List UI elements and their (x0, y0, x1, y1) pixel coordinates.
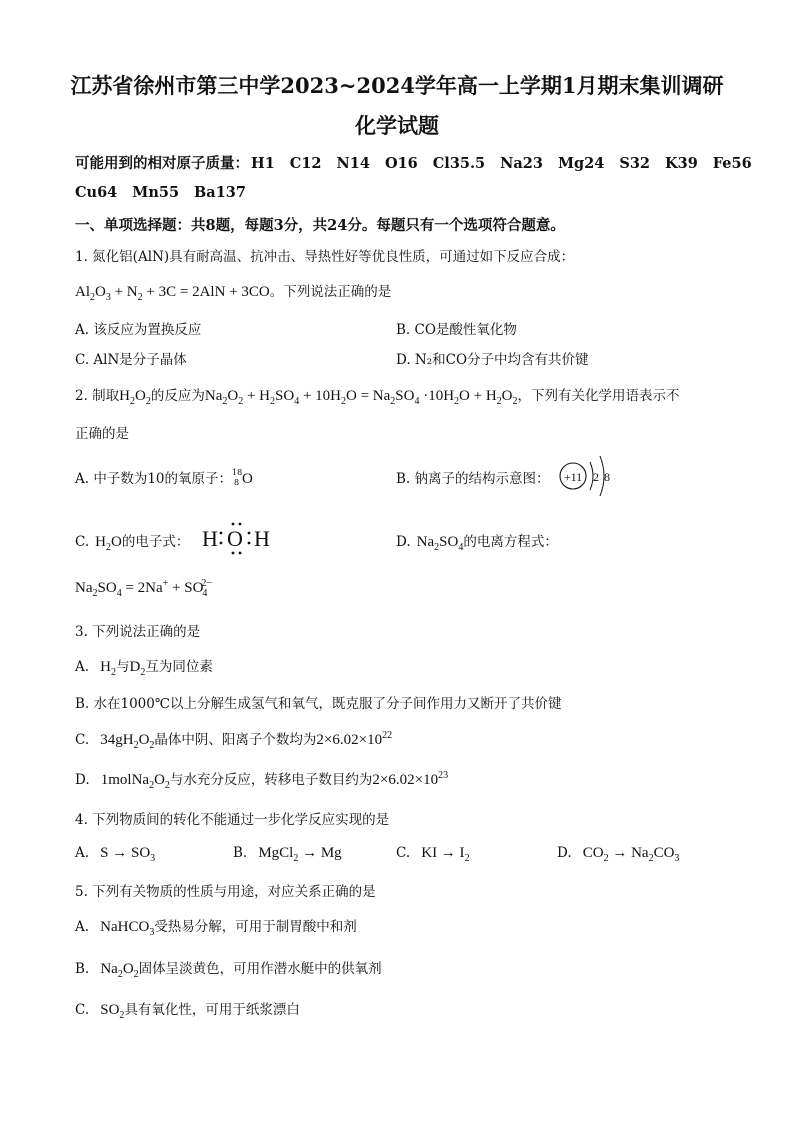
section-heading: 一、单项选择题：共8题，每题3分，共24分。每题只有一个选项符合题意。 (75, 217, 565, 234)
svg-text:+11: +11 (563, 470, 583, 484)
q5-stem: 5. 下列有关物质的性质与用途，对应关系正确的是 (75, 884, 376, 900)
atomic-mass-line1 (75, 152, 767, 173)
svg-text:O: O (227, 526, 243, 551)
q2-stem-line2: 正确的是 (75, 426, 129, 442)
q2-option-a: A. 中子数为10的氧原子： 18 8 O (75, 467, 253, 487)
q5-option-c: C. $SO_2$具有氧化性，可用于纸浆漂白 (75, 1002, 300, 1021)
q4-option-c: C. KI → $I_2$ (396, 845, 470, 864)
q1-option-c: C. AlN是分子晶体 (75, 352, 187, 368)
q1-stem-tail: 。下列说法正确的是 (269, 284, 392, 300)
q1-option-b: B. CO是酸性氧化物 (396, 322, 517, 338)
exam-title: 江苏省徐州市第三中学2023~2024学年高一上学期1月期末集训调研 (70, 73, 724, 98)
q2-option-b: B. 钠离子的结构示意图： (396, 471, 550, 487)
exam-subtitle: 化学试题 (355, 113, 439, 138)
sodium-ion-structure-diagram (556, 452, 626, 498)
q2-option-c: C. $H_2O$的电子式： (75, 534, 190, 553)
atomic-mass-item: N14 (336, 155, 370, 172)
q1-equation: $Al_2O_3 + N_2 + 3C = 2AlN + 3CO$ (75, 284, 270, 303)
oxygen-isotope-symbol: 18 8 (232, 467, 243, 487)
atomic-mass-item: Fe56 (712, 155, 752, 172)
atomic-mass-item: Cu64 (75, 184, 118, 201)
atomic-mass-item: Ba137 (194, 184, 246, 201)
q2-option-d: D. $Na_2SO_4$的电离方程式： (396, 534, 558, 553)
q4-option-a: A. $S \to SO_3$ (75, 845, 156, 864)
atomic-mass-item: H1 (251, 155, 275, 172)
atomic-mass-item: Mg24 (557, 155, 605, 172)
q4-option-d: D. $CO_2 \to Na_2CO_3$ (557, 845, 680, 864)
atomic-mass-item: O16 (384, 155, 418, 172)
svg-text:H: H (202, 526, 218, 551)
q3-stem: 3. 下列说法正确的是 (75, 624, 201, 640)
svg-text:2: 2 (593, 470, 599, 484)
atomic-mass-item: S32 (619, 155, 650, 172)
q3-option-d: D. $1molNa_2O_2$与水充分反应，转移电子数目约为$2\times 6.02\times 10^{23}$ (75, 770, 449, 791)
q1-option-a: A. 该反应为置换反应 (75, 322, 202, 338)
q3-option-b: B. 水在1000℃以上分解生成氢气和氧气，既克服了分子间作用力又断开了共价键 (75, 696, 562, 712)
q1-equation-line (75, 280, 391, 301)
q2-stem: 2. 制取$H_2O_2$的反应为$Na_2O_2 + H_2SO_4 + 10H_2O = Na_2SO_4 \cdot 10H_2O + H_2O_2$，下列有关化学用语表示不 (75, 388, 680, 407)
atomic-mass-line2 (75, 184, 261, 201)
q3-option-a: A. $H_2$与$D_2$互为同位素 (75, 659, 213, 678)
q5-option-a: A. NaHCO$_3$受热易分解，可用于制胃酸中和剂 (75, 919, 357, 938)
q4-stem: 4. 下列物质间的转化不能通过一步化学反应实现的是 (75, 812, 390, 828)
q1-stem: 1. 氮化铝(AlN)具有耐高温、抗冲击、导热性好等优良性质，可通过如下反应合成： (75, 249, 575, 265)
atomic-mass-item: C12 (289, 155, 322, 172)
q3-option-c: C. $34gH_2O_2$晶体中阴、阳离子个数均为$2\times 6.02\times 10^{22}$ (75, 730, 393, 751)
svg-text:8: 8 (604, 470, 610, 484)
svg-text:H: H (254, 526, 270, 551)
water-electron-formula (196, 518, 280, 558)
q1-option-d: D. N₂和CO分子中均含有共价键 (396, 352, 589, 368)
atomic-mass-item: K39 (665, 155, 698, 172)
q2-ionization-equation: $Na_2SO_4 = 2Na^+ + SO_4^{2-}$ (75, 578, 213, 599)
q2-h2o2: $H_2O_2$ (119, 388, 151, 407)
q4-option-b: B. MgCl$_2$ → Mg (233, 845, 342, 864)
atomic-mass-item: Cl35.5 (432, 155, 486, 172)
atomic-mass-item: Na23 (500, 155, 543, 172)
q5-option-b: B. $Na_2O_2$固体呈淡黄色，可用作潜水艇中的供氧剂 (75, 961, 382, 980)
atomic-mass-label: 可能用到的相对原子质量： (75, 155, 249, 172)
atomic-mass-item: Mn55 (132, 184, 180, 201)
q2-equation: $Na_2O_2 + H_2SO_4 + 10H_2O = Na_2SO_4 \cdot 10H_2O + H_2O_2$ (204, 388, 518, 407)
